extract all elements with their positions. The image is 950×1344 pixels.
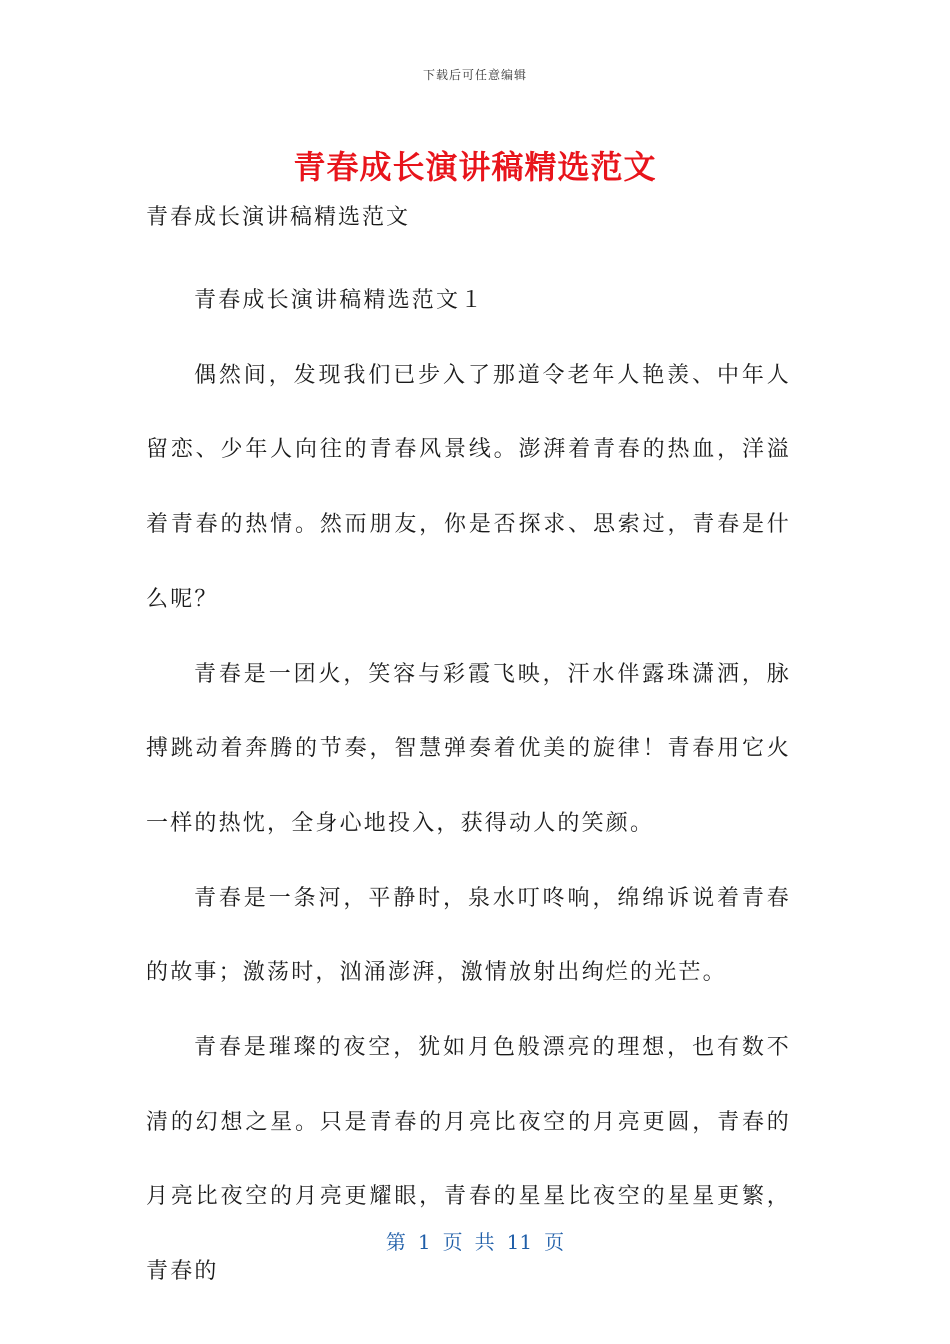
footer-label-ye: 页 bbox=[442, 1230, 463, 1254]
footer-label-gong: 共 bbox=[474, 1230, 495, 1254]
paragraph-4: 青春是璀璨的夜空，犹如月色般漂亮的理想，也有数不清的幻想之星。只是青春的月亮比夜空的月亮更圆，青春的月亮比夜空的月亮更耀眼，青春的星星比夜空的星星更繁，青春的 bbox=[146, 1035, 791, 1285]
page-footer bbox=[0, 1226, 950, 1255]
footer-label-di: 第 bbox=[385, 1230, 406, 1254]
document-subtitle: 青春成长演讲稿精选范文 bbox=[146, 205, 411, 230]
paragraph-1: 偶然间，发现我们已步入了那道令老年人艳羡、中年人留恋、少年人向往的青春风景线。澎湃着青春的热血，洋溢着青春的热情。然而朋友，你是否探求、思索过，青春是什么呢？ bbox=[146, 362, 791, 612]
document-body bbox=[146, 198, 791, 1310]
paragraph-3: 青春是一条河，平静时，泉水叮咚响，绵绵诉说着青春的故事；激荡时，汹涌澎湃，激情放射出绚烂的光芒。 bbox=[146, 885, 791, 986]
document-title: 青春成长演讲稿精选范文 bbox=[293, 148, 657, 186]
footer-total-pages: 11 bbox=[506, 1230, 533, 1254]
paragraph-2: 青春是一团火，笑容与彩霞飞映，汗水伴露珠潇洒，脉搏跳动着奔腾的节奏，智慧弹奏着优美的旋律！青春用它火一样的热忱，全身心地投入，获得动人的笑颜。 bbox=[146, 661, 791, 836]
header-note: 下载后可任意编辑 bbox=[422, 68, 527, 82]
footer-label-ye2: 页 bbox=[544, 1230, 565, 1254]
section-heading: 青春成长演讲稿精选范文１ bbox=[194, 288, 485, 313]
footer-current-page: 1 bbox=[417, 1230, 431, 1254]
